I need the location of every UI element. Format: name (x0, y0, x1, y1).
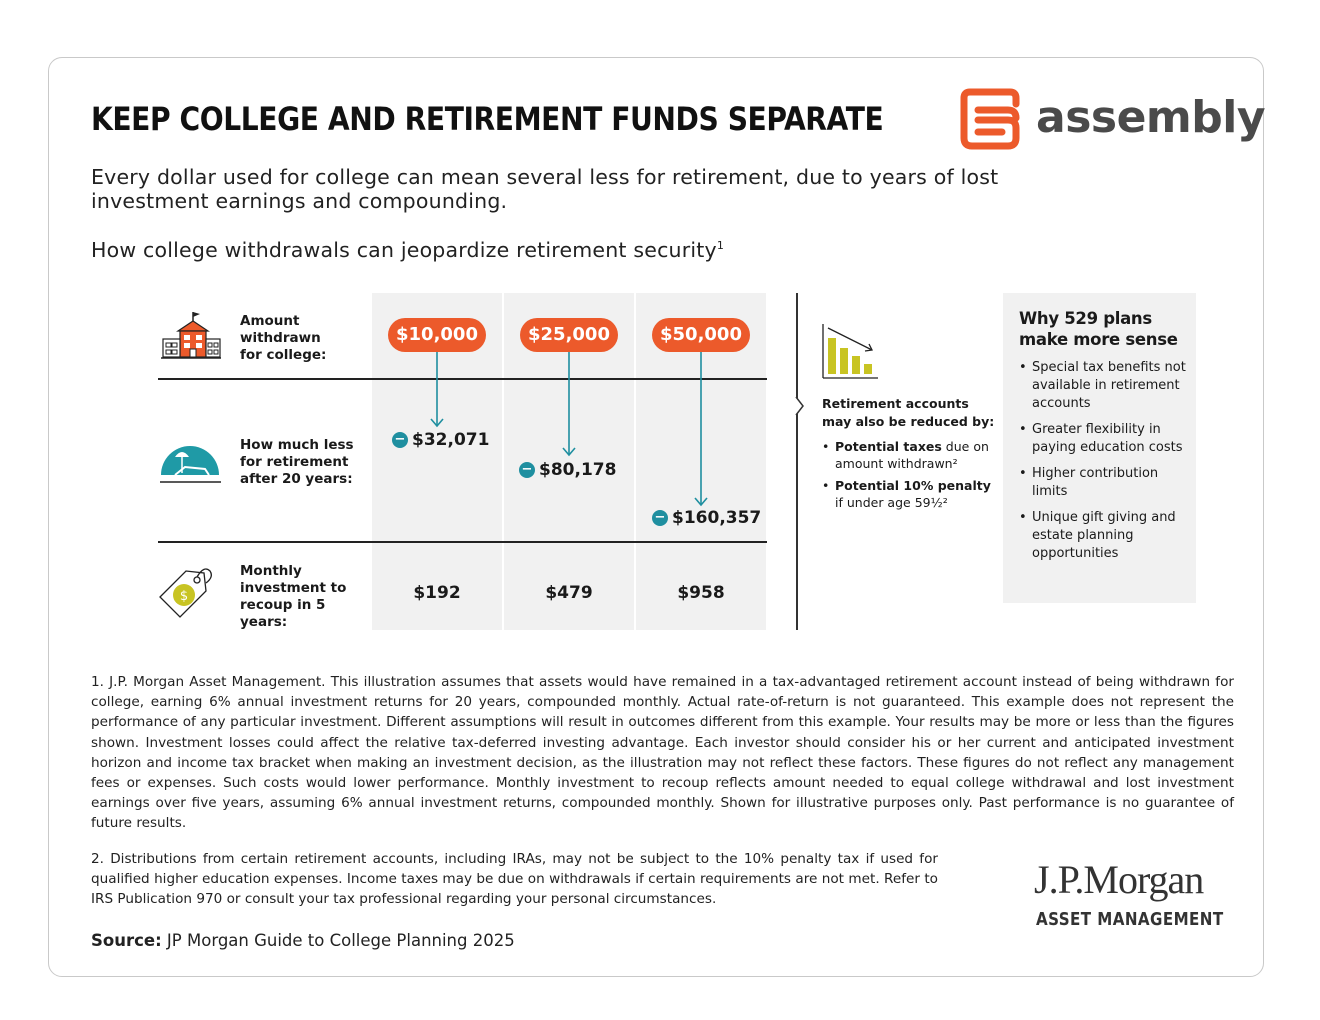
minus-icon: − (652, 510, 668, 526)
minus-icon: − (519, 462, 535, 478)
retirement-heading-line1: Retirement accounts (822, 396, 969, 411)
loss-value-1 (392, 430, 489, 450)
source-text: JP Morgan Guide to College Planning 2025 (161, 931, 515, 950)
source-line (91, 931, 515, 950)
list-item-bold: Potential taxes (835, 439, 942, 454)
arrow-25000 (563, 352, 575, 455)
declining-chart-icon (820, 322, 880, 382)
retirement-reductions-list (822, 438, 997, 516)
loss-amount: $80,178 (539, 460, 617, 480)
section-heading-text: How college withdrawals can jeopardize retirement security (91, 238, 717, 262)
row-label-less: How much less for retirement after 20 years: (240, 437, 354, 487)
loss-value-3 (652, 508, 761, 528)
monthly-value-1: $192 (413, 583, 461, 603)
list-item: • Unique gift giving and estate planning opportunities (1019, 509, 1191, 563)
retirement-heading-line2: may also be reduced by: (822, 414, 995, 429)
footnote-2: 2. Distributions from certain retirement accounts, including IRAs, may not be subject to the 10% penalty tax if used for qualified higher education expenses. Income taxes may be due on withdrawals if certain requirements are not met. Refer to IRS Publication 970 or consult your tax professional regarding your personal circumstances. (91, 851, 938, 908)
source-label: Source: (91, 931, 162, 950)
arrow-50000 (695, 352, 707, 505)
withdrawn-pill-3: $50,000 (652, 318, 750, 352)
monthly-value-3: $958 (677, 583, 725, 603)
jpmorgan-logo-subtitle: ASSET MANAGEMENT (1036, 909, 1224, 930)
list-item-text: due on amount withdrawn² (835, 439, 989, 471)
withdrawn-pill-2: $25,000 (520, 318, 618, 352)
footnote-marker: 1 (716, 239, 725, 253)
why-529-title: Why 529 plans make more sense (1019, 309, 1178, 349)
retirement-heading (822, 395, 994, 431)
minus-icon: − (392, 432, 408, 448)
footnote-1: 1. J.P. Morgan Asset Management. This illustration assumes that assets would have remained in a tax-advantaged retirement account instead of being withdrawn for college, earning 6% annual investment returns for 20 years, compounded monthly. Actual rate-of-return is not guaranteed. This example does not represent the performance of any particular investment. Different assumptions will result in outcomes different from this example. Your results may be more or less than the figures shown. Investment losses could affect the relative tax-deferred investing advantage. Each investor should consider his or her current and anticipated investment horizon and income tax bracket when making an investment decision, as the illustration may not reflect these factors. These figures do not reflect any management fees or expenses. Such costs would lower performance. Monthly investment to recoup reflects amount needed to equal college withdrawal and lost investment earnings over five years, assuming 6% annual investment returns, compounded monthly. Shown for illustrative purposes only. Past performance is no guarantee of future results. (91, 674, 1234, 832)
list-item (822, 438, 997, 472)
loss-value-2 (519, 460, 616, 480)
list-item: • Higher contribution limits (1019, 465, 1191, 501)
loss-amount: $32,071 (412, 430, 490, 450)
list-item (822, 477, 997, 511)
list-item-text: if under age 59½² (835, 495, 948, 510)
list-item: • Special tax benefits not available in retirement accounts (1019, 359, 1191, 413)
jpmorgan-logo-text: J.P.Morgan (1034, 857, 1204, 902)
row-label-monthly: Monthly investment to recoup in 5 years: (240, 563, 347, 630)
page-title: KEEP COLLEGE AND RETIREMENT FUNDS SEPARATE (91, 100, 884, 138)
withdrawn-pill-1: $10,000 (388, 318, 486, 352)
arrow-10000 (431, 352, 443, 426)
why-529-list (1019, 359, 1191, 571)
list-item-bold: Potential 10% penalty (835, 478, 991, 493)
list-item: • Greater flexibility in paying education costs (1019, 421, 1191, 457)
row-label-withdrawn: Amount withdrawn for college: (240, 313, 327, 363)
why-529-panel (1003, 293, 1196, 603)
monthly-value-2: $479 (545, 583, 593, 603)
subtitle: Every dollar used for college can mean several less for retirement, due to years of lost investment earnings and compounding. (91, 165, 999, 213)
svg-text:$: $ (179, 589, 189, 604)
loss-amount: $160,357 (672, 508, 762, 528)
assembly-logo-text: assembly (1036, 92, 1266, 143)
